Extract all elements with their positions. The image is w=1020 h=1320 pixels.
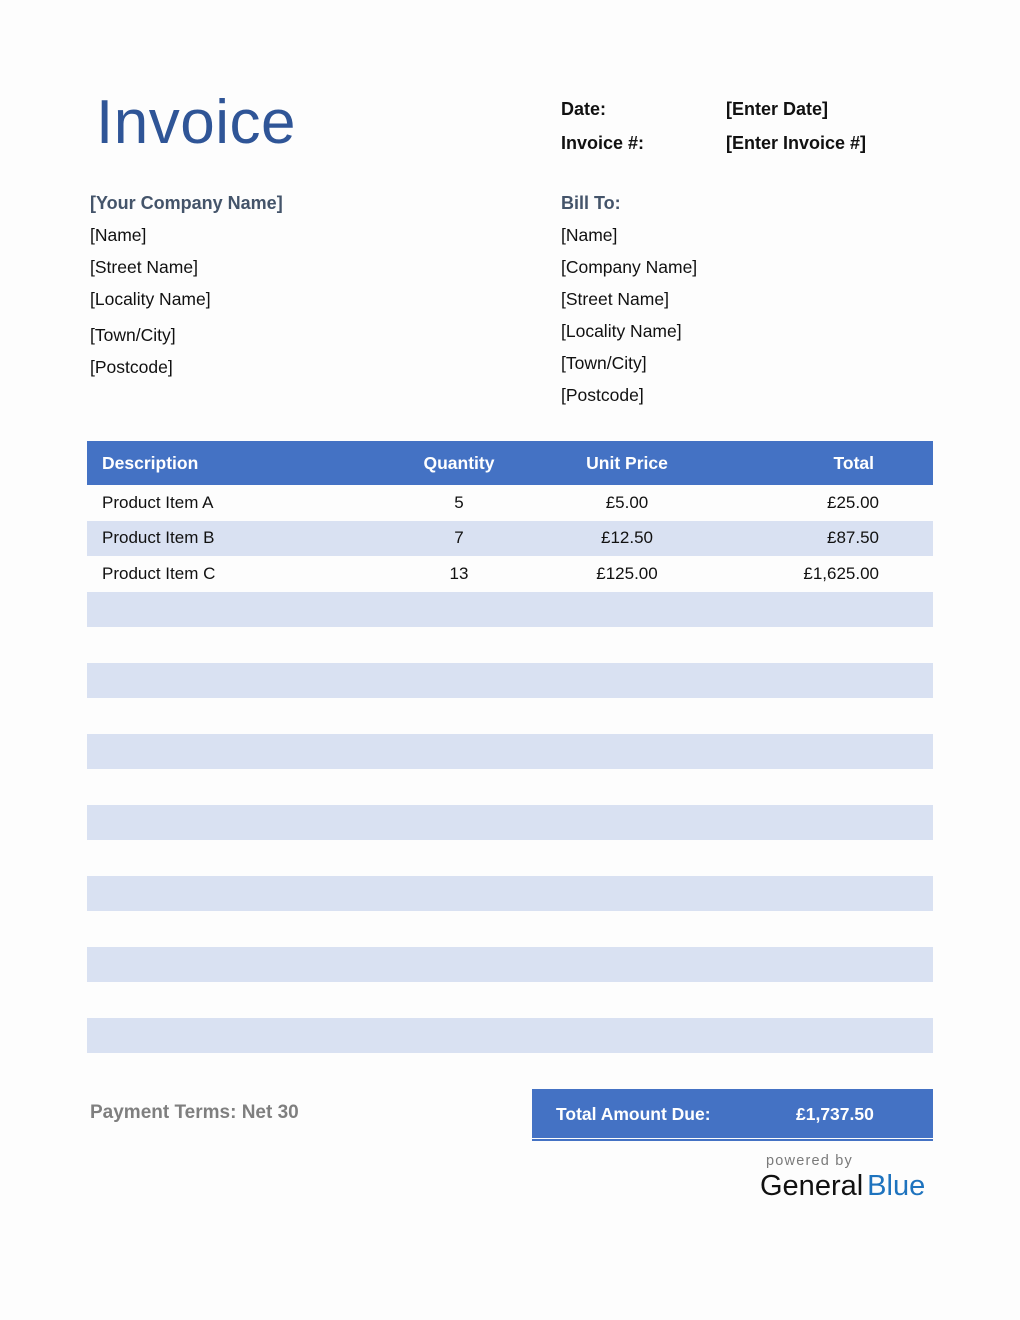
table-row[interactable] bbox=[87, 982, 933, 1018]
table-row[interactable] bbox=[87, 592, 933, 628]
generalblue-logo[interactable] bbox=[760, 1170, 925, 1203]
col-quantity: Quantity bbox=[423, 452, 495, 473]
cell-description[interactable]: Product Item C bbox=[102, 563, 216, 583]
table-body bbox=[87, 485, 933, 1053]
total-due-value: £1,737.50 bbox=[796, 1104, 874, 1124]
line-items-table bbox=[87, 441, 933, 1053]
cell-quantity[interactable]: 7 bbox=[454, 528, 464, 548]
cell-unit-price[interactable]: £125.00 bbox=[596, 563, 658, 583]
from-name[interactable]: [Name] bbox=[90, 225, 147, 245]
invoice-number-label: Invoice #: bbox=[561, 133, 645, 153]
from-town[interactable]: [Town/City] bbox=[90, 325, 176, 345]
table-row[interactable] bbox=[87, 769, 933, 805]
brand-blue: Blue bbox=[867, 1170, 926, 1202]
table-row[interactable] bbox=[87, 1018, 933, 1054]
cell-description[interactable]: Product Item A bbox=[102, 492, 214, 512]
payment-terms: Payment Terms: Net 30 bbox=[90, 1102, 299, 1123]
total-due-label: Total Amount Due: bbox=[556, 1104, 711, 1124]
table-row[interactable] bbox=[87, 556, 933, 592]
table-row[interactable] bbox=[87, 805, 933, 841]
cell-total[interactable]: £87.50 bbox=[827, 528, 879, 548]
table-row[interactable] bbox=[87, 521, 933, 557]
invoice-number-value[interactable]: [Enter Invoice #] bbox=[726, 133, 867, 153]
billto-town[interactable]: [Town/City] bbox=[561, 353, 647, 373]
billto-street[interactable]: [Street Name] bbox=[561, 289, 669, 309]
bill-to-heading: Bill To: bbox=[561, 193, 621, 213]
from-street[interactable]: [Street Name] bbox=[90, 257, 198, 277]
invoice-title: Invoice bbox=[96, 88, 296, 157]
billto-locality[interactable]: [Locality Name] bbox=[561, 321, 682, 341]
powered-by-text: powered by bbox=[766, 1153, 853, 1169]
cell-quantity[interactable]: 5 bbox=[454, 492, 464, 512]
table-row[interactable] bbox=[87, 627, 933, 663]
company-name[interactable]: [Your Company Name] bbox=[90, 193, 283, 213]
table-row[interactable] bbox=[87, 876, 933, 912]
from-postcode[interactable]: [Postcode] bbox=[90, 357, 173, 377]
billto-postcode[interactable]: [Postcode] bbox=[561, 385, 644, 405]
table-row[interactable] bbox=[87, 947, 933, 983]
from-locality[interactable]: [Locality Name] bbox=[90, 289, 211, 309]
billto-company[interactable]: [Company Name] bbox=[561, 257, 698, 277]
table-header bbox=[87, 441, 933, 485]
cell-total[interactable]: £25.00 bbox=[827, 492, 879, 512]
cell-unit-price[interactable]: £5.00 bbox=[605, 492, 649, 512]
col-unit-price: Unit Price bbox=[586, 452, 668, 473]
cell-total[interactable]: £1,625.00 bbox=[803, 563, 879, 583]
cell-description[interactable]: Product Item B bbox=[102, 528, 215, 548]
total-due-underline bbox=[532, 1139, 933, 1141]
table-row[interactable] bbox=[87, 698, 933, 734]
table-row[interactable] bbox=[87, 911, 933, 947]
table-row[interactable] bbox=[87, 734, 933, 770]
date-value[interactable]: [Enter Date] bbox=[726, 99, 829, 119]
total-due-box bbox=[532, 1089, 933, 1138]
date-label: Date: bbox=[561, 99, 607, 119]
table-row[interactable] bbox=[87, 840, 933, 876]
table-row[interactable] bbox=[87, 485, 933, 521]
billto-name[interactable]: [Name] bbox=[561, 225, 618, 245]
table-row[interactable] bbox=[87, 663, 933, 699]
cell-quantity[interactable]: 13 bbox=[449, 563, 469, 583]
cell-unit-price[interactable]: £12.50 bbox=[601, 528, 653, 548]
brand-general: General bbox=[760, 1170, 864, 1202]
col-description: Description bbox=[102, 452, 199, 473]
col-total: Total bbox=[833, 452, 874, 473]
